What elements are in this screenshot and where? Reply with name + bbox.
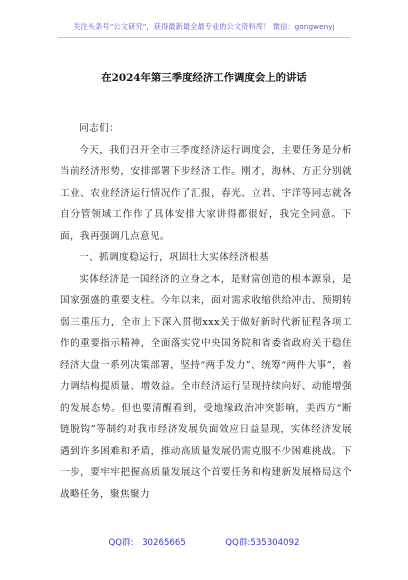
document-body — [60, 118, 352, 505]
header-divider — [58, 37, 350, 38]
header-banner: 关注头条号“公文研究”，获得最新最全最专业的公文资料库！ 微信：gongwenyj — [73, 22, 335, 31]
paragraph-section-1: 实体经济是一国经济的立身之本，是财富创造的根本源泉，是国家强盛的重要支柱。今年以来，面对需求收缩供给冲击、预期转弱三重压力，全市上下深入贯彻xxx关于做好新时代新征程各项工作的重要指示精神，全面落实党中央国务院和省委省政府关于稳住经济大盘一系列决策部署，坚持“两手发力”、统筹“两件大事”，着力调结构提质量、增效益。全市经济运行呈现持续向好、动能增强的发展态势。但也要清醒看到，受地缘政治冲突影响，美西方“断链脱钩”等制约对我市经济发展负面效应日益显现，实体经济发展遇到许多困难和矛盾，推动高质量发展仍需克服不少困难挑战。下一步，要牢牢把握高质量发展这个首要任务和构建新发展格局这个战略任务，聚焦聚力 — [60, 273, 352, 500]
footer-qq-group-2: QQ群:535304092 — [225, 538, 300, 548]
salutation: 同志们： — [79, 123, 120, 134]
document-title: 在2024年第三季度经济工作调度会上的讲话 — [101, 72, 307, 84]
footer-qq-group-1: QQ群: 30265665 — [108, 538, 186, 548]
paragraph-intro: 今天，我们召开全市三季度经济运行调度会，主要任务是分析当前经济形势，安排部署下步经济工作。刚才，海林、方正分别就工业、农业经济运行情况作了汇报，春光、立君、宇洋等同志就各自分管领域工作作了具体安排大家讲得都很好，我完全同意。下面，我再强调几点意见。 — [60, 144, 352, 242]
footer — [0, 536, 408, 548]
section-heading: 一、抓调度稳运行，巩固壮大实体经济根基 — [79, 252, 270, 263]
